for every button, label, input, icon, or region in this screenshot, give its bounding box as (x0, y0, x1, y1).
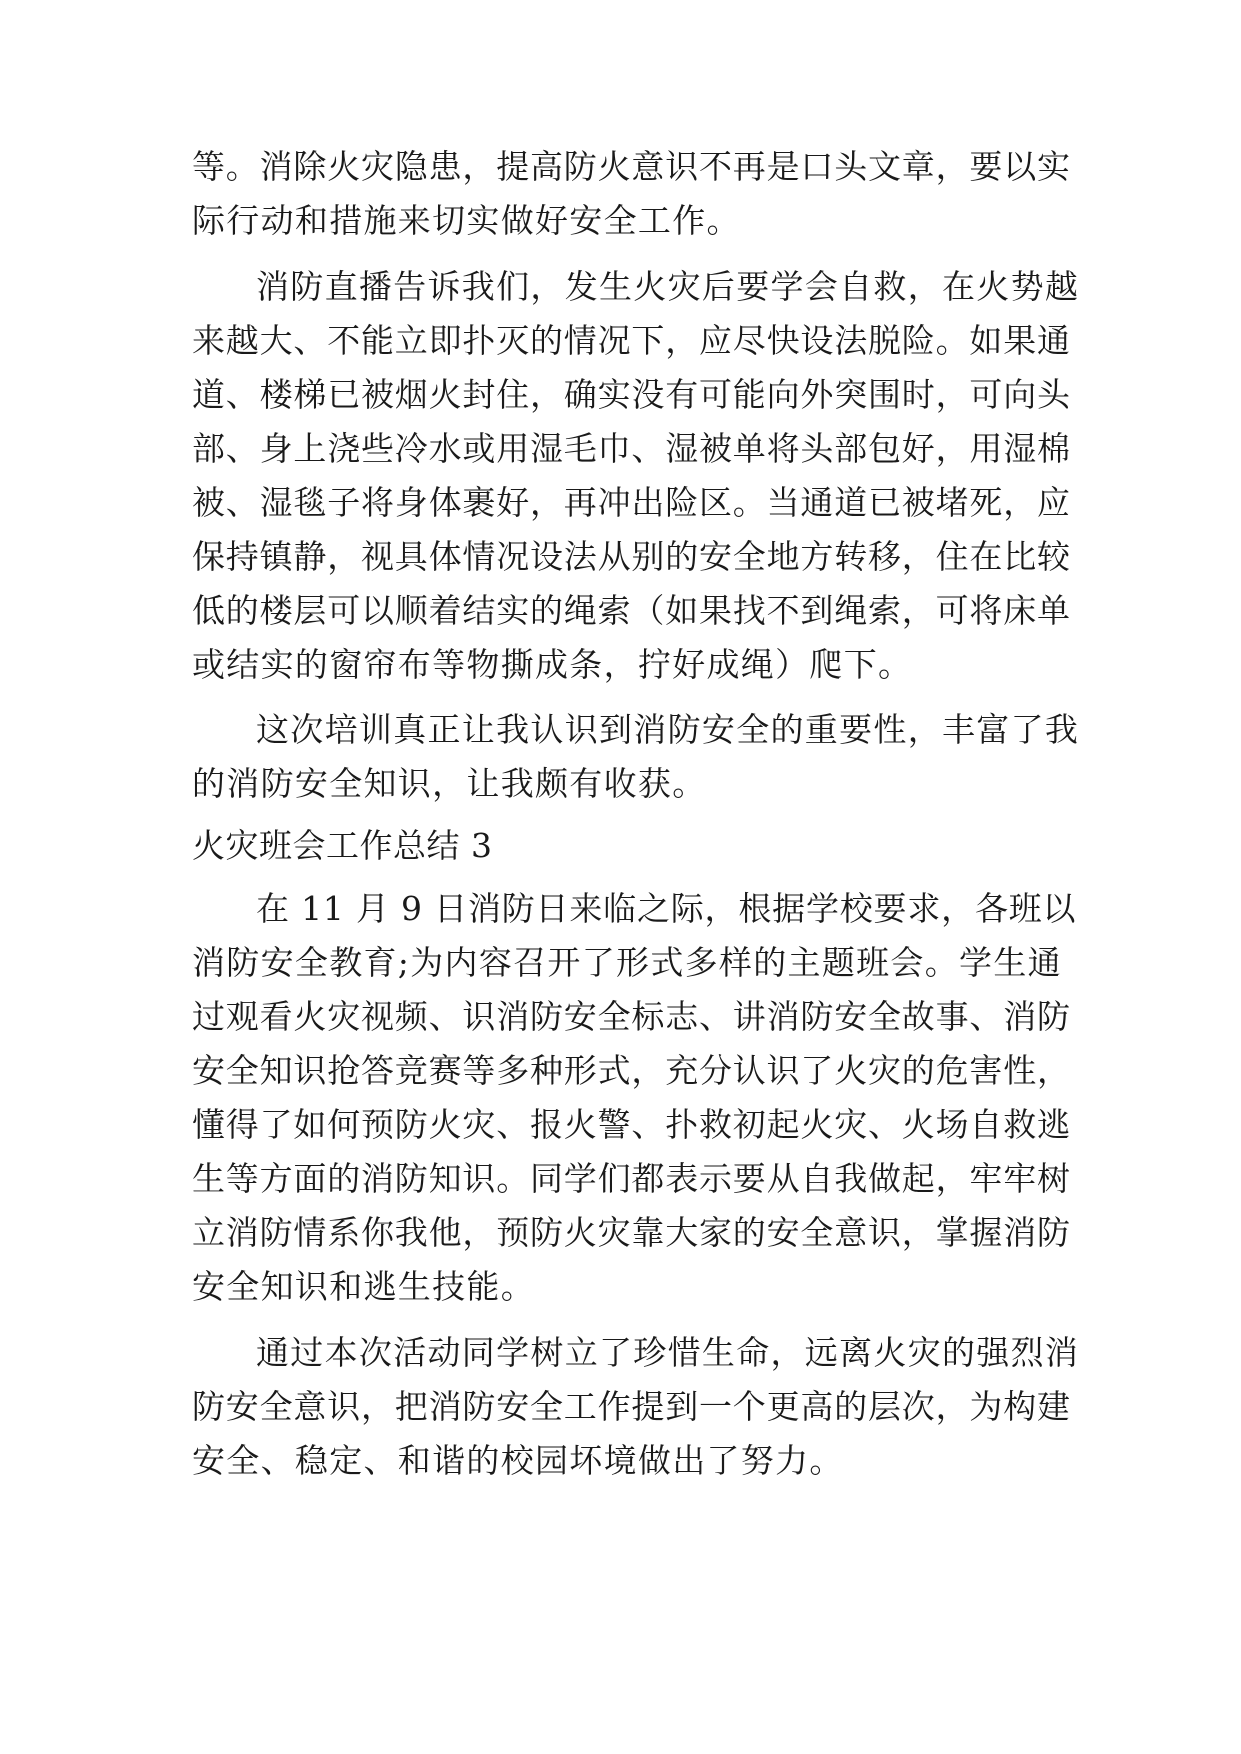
text-line: 部、身上浇些冷水或用湿毛巾、湿被单将头部包好，用湿棉 (192, 429, 1071, 468)
text-line: 消防安全教育;为内容召开了形式多样的主题班会。学生通 (192, 943, 1062, 982)
text-line: 安全知识和逃生技能。 (192, 1267, 535, 1306)
text-line: 过观看火灾视频、识消防安全标志、讲消防安全故事、消防 (192, 997, 1071, 1036)
paragraph-start-line: 在 11 月 9 日消防日来临之际，根据学校要求，各班以 (256, 889, 1077, 928)
text-line: 安全、稳定、和谐的校园坏境做出了努力。 (192, 1441, 844, 1480)
text-line: 道、楼梯已被烟火封住，确实没有可能向外突围时，可向头 (192, 375, 1071, 414)
text-line: 等。消除火灾隐患，提高防火意识不再是口头文章，要以实 (192, 147, 1071, 186)
paragraph-start-line: 通过本次活动同学树立了珍惜生命，远离火灾的强烈消 (256, 1333, 1080, 1372)
text-line: 或结实的窗帘布等物撕成条，拧好成绳）爬下。 (192, 645, 913, 684)
text-line: 的消防安全知识，让我颇有收获。 (192, 764, 707, 803)
text-line: 来越大、不能立即扑灭的情况下，应尽快设法脱险。如果通 (192, 321, 1071, 360)
text-line: 际行动和措施来切实做好安全工作。 (192, 201, 741, 240)
text-line: 保持镇静，视具体情况设法从别的安全地方转移，住在比较 (192, 537, 1071, 576)
text-line: 生等方面的消防知识。同学们都表示要从自我做起，牢牢树 (192, 1159, 1071, 1198)
text-line: 防安全意识，把消防安全工作提到一个更高的层次，为构建 (192, 1387, 1071, 1426)
text-line: 懂得了如何预防火灾、报火警、扑救初起火灾、火场自救逃 (192, 1105, 1071, 1144)
text-line: 低的楼层可以顺着结实的绳索（如果找不到绳索，可将床单 (192, 591, 1071, 630)
text-line: 被、湿毯子将身体裹好，再冲出险区。当通道已被堵死，应 (192, 483, 1071, 522)
text-line: 安全知识抢答竞赛等多种形式，充分认识了火灾的危害性， (192, 1051, 1071, 1090)
text-line: 立消防情系你我他，预防火灾靠大家的安全意识，掌握消防 (192, 1213, 1071, 1252)
section-heading: 火灾班会工作总结 3 (192, 826, 493, 865)
paragraph-start-line: 消防直播告诉我们，发生火灾后要学会自救，在火势越 (256, 267, 1080, 306)
paragraph-start-line: 这次培训真正让我认识到消防安全的重要性，丰富了我 (256, 710, 1080, 749)
